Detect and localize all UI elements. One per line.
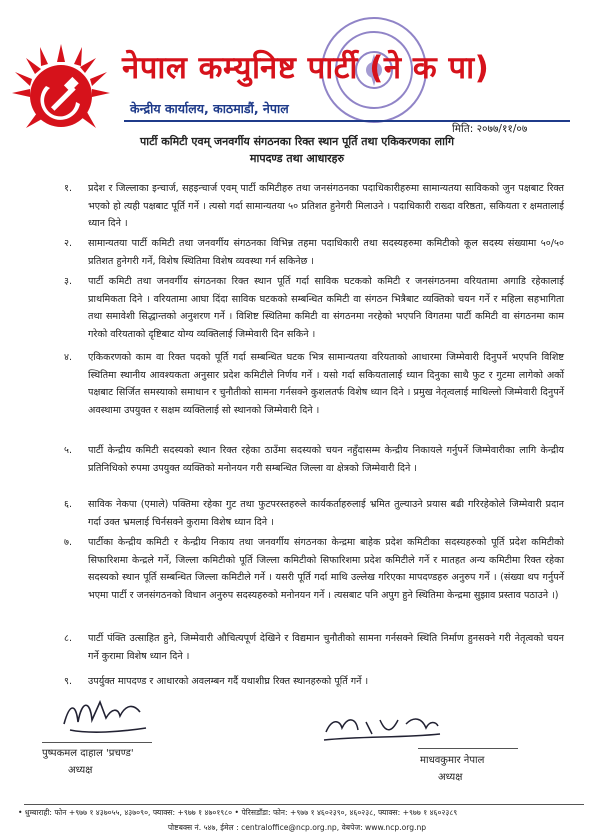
signature-1-scribble [60,694,150,740]
point-number: २. [64,238,73,249]
point-number: ३. [64,276,73,287]
footer-divider [24,804,584,805]
point-text: एकिकरणको काम वा रिक्त पदको पूर्ति गर्दा सम्बन्धित घटक भित्र सामान्यतया वरियताको आधारमा जिम्मेवारी दिनुपर्ने भएपनि विशिष्ट स्थितिमा स्थानीय आवश्यकता अनुसार प्रदेश कमिटीले निर्णय गर्ने । यसो गर्दा सकियतालाई ध्यान दिनुका साथै फुट र गुटमा लागेको अर्को पक्षबाट सिर्जित समस्याको समाधान र चुनौतीको सामना गर्नसक्ने कुशलतर्फ विशेष ध्यान दिने । प्रमुख नेतृत्वलाई माथिल्लो जिम्मेवारी दिनुपर्ने अवस्थामा उपयुक्त र सक्षम व्यक्तिलाई सो स्थानको जिम्मेवारी दिने । [88,352,564,416]
signature-2-line [418,748,518,749]
party-logo [10,42,112,144]
point-text: सामान्यतया पार्टी कमिटी तथा जनवर्गीय संगठनका विभिन्न तहमा पदाधिकारी तथा सदस्यहरुमा कमिटीको कूल सदस्य संख्यामा ५०/५० प्रतिशत हुनेगरी गर्ने, विशेष स्थितिमा विशेष व्यवस्था गर्न सकिनेछ । [88,238,564,267]
hammer-sickle-icon [10,42,112,144]
point-text: उपर्युक्त मापदण्ड र आधारको अवलम्बन गर्दै यथाशीघ्र रिक्त स्थानहरुको पूर्ति गर्ने । [88,676,369,687]
signatory-2-title: अध्यक्ष [438,772,463,783]
signatory-1-title: अध्यक्ष [68,765,93,776]
point-text: पार्टी केन्द्रीय कमिटी सदस्यको स्थान रिक्त रहेका ठाउँमा सदस्यको चयन नहुँदासम्म केन्द्रीय निकायले गर्नुपर्ने जिम्मेवारीका लागि केन्द्रीय प्रतिनिधिको रुपमा उपयुक्त व्यक्तिको मनोनयन गरी सम्बन्धित जिल्ला वा क्षेत्रको जिम्मेवारी दिने । [88,445,564,474]
signature-1-line [42,742,152,743]
signature-2-scribble [322,708,442,746]
document-title-line-2: मापदण्ड तथा आधारहरु [249,152,345,165]
point-text: पार्टी कमिटी तथा जनवर्गीय संगठनका रिक्त स्थान पूर्ति गर्दा साविक घटकको कमिटी र जनसंगठनमा वरियतामा अगाडि रहेकालाई प्राथमिकता दिने । वरियतामा आघा दिंदा साविक घटकको सम्बन्धित कमिटी वा संगठन भित्रैबाट व्यक्तिको चयन गर्ने र महिला सहभागिता तथा समावेशी सिद्धान्तको अनुशरण गर्ने । विशिष्ट स्थितिमा कमिटी वा संगठनमा नरहेको भएपनि विगतमा पार्टी कमिटी वा संगठनमा काम गरेको वरियताको दृष्टिबाट योग्य व्यक्तिलाई जिम्मेवारी दिन सकिने । [88,276,564,340]
point-number: ५. [64,445,73,456]
point-text: पार्टी पंक्ति उत्साहित हुने, जिम्मेवारी औचित्यपूर्ण देखिने र विद्यमान चुनौतीको सामना गर्नसक्ने स्थिति निर्माण हुनसक्ने गरी नेतृत्वको चयन गर्ने कुरामा विशेष ध्यान दिने । [88,633,564,662]
signatory-1-name: पुष्पकमल दाहाल 'प्रचण्ड' [42,748,134,759]
party-name: नेपाल कम्युनिष्ट पार्टी (ने क पा) [122,50,490,86]
point-number: ४. [64,352,73,363]
footer-contact-line: • धुम्बाराही: फोन +९७७ १ ४३७०५५, ४३७०९०, फ्याक्स: +९७७ १ ४७०१९८० • पेरिसडाँडा: फोन: +९७७ १ ४६०२३९०, ४६०२३८, फ्याक्स: +९७७ १ ४६०२३८९ [18,808,458,817]
signatory-2-name: माधवकुमार नेपाल [420,755,485,766]
point-number: १. [64,183,73,194]
office-address: केन्द्रीय कार्यालय, काठमाडौं, नेपाल [130,101,289,116]
point-text: साविक नेकपा (एमाले) पक्तिमा रहेका गुट तथा फुटपरस्तहरुले कार्यकर्ताहरुलाई भ्रमित तुल्याउने प्रयास बढी गरिरहेकोले जिम्मेवारी प्रदान गर्दा उक्त भ्रमलाई चिर्नसक्ने कुरामा विशेष ध्यान दिने । [88,499,564,528]
point-number: ८. [64,633,73,644]
point-number: ७. [64,537,73,548]
point-text: पार्टीका केन्द्रीय कमिटी र केन्द्रीय निकाय तथा जनवर्गीय संगठनका केन्द्रमा बाहेक प्रदेश कमिटीका सदस्यहरुको पूर्ति प्रदेश कमिटीको सिफारिशमा केन्द्रले गर्ने, जिल्ला कमिटीको पूर्ति जिल्ला कमिटीको सिफारिशमा प्रदेश कमिटीले गर्ने र मातहत अन्य कमिटीमा रिक्त रहेका सदस्यको स्थान पूर्ति सम्बन्धित जिल्ला कमिटीले गर्ने । यसरी पूर्ति गर्दा माथि उल्लेख गरिएका मापदण्डहरु अनुरुप गर्ने । (संख्या थप गर्नुपर्ने भएमा पार्टी र जनसंगठनको विधान अनुरुप सदस्यहरुको मनोनयन गर्ने । त्यसबाट पनि अपुग हुने स्थितिमा केन्द्रमा सुझाव प्रस्ताव पठाउने ।) [88,537,564,601]
document-date: मिति: २०७७/११/०७ [452,123,528,135]
footer-email-web-line: पोष्टबक्स नं. ५४७, ईमेल : centraloffice@ncp.org.np, वेबपेज: www.ncp.org.np [167,823,427,832]
point-text: प्रदेश र जिल्लाका इन्चार्ज, सहइन्चार्ज एवम् पार्टी कमिटीहरु तथा जनसंगठनका पदाधिकारीहरुमा सामान्यतया साविकको जुन पक्षबाट रिक्त भएको हो त्यही पक्षबाट पूर्ति गर्ने । त्यसो गर्दा सामान्यतया ५० प्रतिशत हुनेगरी मिलाउने । पदाधिकारी राख्दा वरिष्ठता, सकियता र क्षमतालाई ध्यान दिने । [88,183,564,230]
point-number: ९. [64,676,73,687]
document-title-line-1: पार्टी कमिटी एवम् जनवर्गीय संगठनका रिक्त स्थान पूर्ति तथा एकिकरणका लागि [139,135,455,148]
point-number: ६. [64,499,73,510]
